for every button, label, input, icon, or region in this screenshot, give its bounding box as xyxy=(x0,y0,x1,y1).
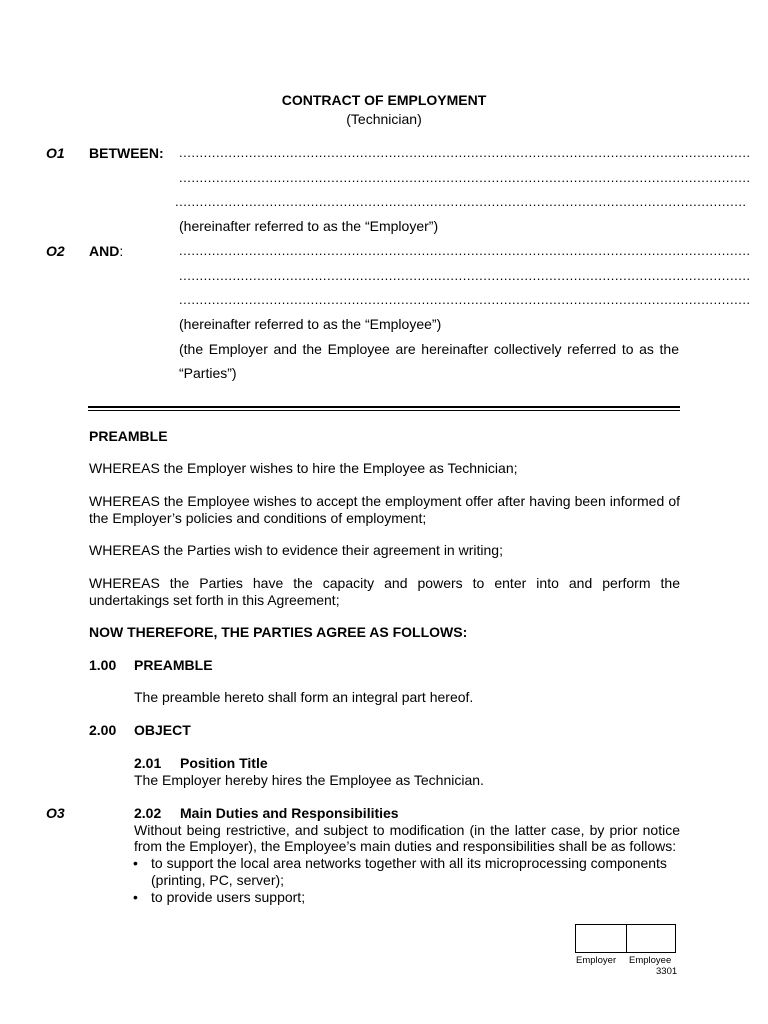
section-divider-thick xyxy=(88,406,680,408)
employer-reference: (hereinafter referred to as the “Employer”) xyxy=(179,218,439,234)
and-label xyxy=(89,243,123,259)
section-2-02-text-line-2: from the Employer), the Employee’s main duties and responsibilities shall be as follows: xyxy=(134,838,677,854)
and-label-colon: : xyxy=(119,243,124,259)
section-1-text: The preamble hereto shall form an integral part hereof. xyxy=(134,689,474,705)
employee-name-line-1[interactable]: ........................................................................................................................................... xyxy=(179,243,751,258)
duty-item-2: to provide users support; xyxy=(151,889,306,905)
employer-name-line-2[interactable]: ........................................................................................................................................... xyxy=(179,170,751,185)
section-2-title: OBJECT xyxy=(134,722,191,738)
document-code: 3301 xyxy=(656,966,678,977)
initials-box[interactable] xyxy=(575,924,676,953)
option-marker-o3: O3 xyxy=(46,805,65,821)
and-label-text: AND xyxy=(89,243,120,259)
section-1-number: 1.00 xyxy=(89,657,117,673)
agreement-heading: NOW THEREFORE, THE PARTIES AGREE AS FOLLOWS: xyxy=(89,624,468,640)
employee-name-line-3[interactable]: ........................................................................................................................................... xyxy=(179,292,751,307)
whereas-clause-4: WHEREAS the Parties have the capacity and powers to enter into and perform the undertakings set forth in this Agreement; xyxy=(89,575,680,608)
whereas-clause-1: WHEREAS the Employer wishes to hire the Employee as Technician; xyxy=(89,460,518,476)
between-label: BETWEEN: xyxy=(89,145,164,161)
preamble-heading: PREAMBLE xyxy=(89,428,168,444)
bullet-marker-1: • xyxy=(133,855,138,871)
employee-name-line-2[interactable]: ........................................................................................................................................... xyxy=(179,268,751,283)
employer-name-line-3[interactable]: ........................................................................................................................................... xyxy=(175,194,747,209)
employer-initials-label: Employer xyxy=(576,955,617,966)
option-marker-o2: O2 xyxy=(46,243,65,259)
section-2-02-number: 2.02 xyxy=(134,805,162,821)
employee-reference: (hereinafter referred to as the “Employee”) xyxy=(179,316,442,332)
section-2-02-text-line-1: Without being restrictive, and subject to modification (in the latter case, by prior notice xyxy=(134,822,680,838)
option-marker-o1: O1 xyxy=(46,145,65,161)
duty-item-1-line-2: (printing, PC, server); xyxy=(151,872,285,888)
employer-name-line-1[interactable]: ........................................................................................................................................... xyxy=(179,145,751,160)
initials-box-divider xyxy=(626,925,627,952)
document-title: CONTRACT OF EMPLOYMENT xyxy=(281,92,487,108)
section-2-02-title: Main Duties and Responsibilities xyxy=(180,805,399,821)
section-divider-thin xyxy=(88,410,680,411)
employee-initials-label: Employee xyxy=(629,955,672,966)
document-subtitle: (Technician) xyxy=(346,111,422,127)
section-2-01-title: Position Title xyxy=(180,755,268,771)
section-1-title: PREAMBLE xyxy=(134,657,213,673)
whereas-clause-2: WHEREAS the Employee wishes to accept the employment offer after having been informed of the Employer’s policies and conditions of employment; xyxy=(89,493,680,526)
parties-reference-line-2: “Parties”) xyxy=(179,365,237,381)
parties-reference-line-1: (the Employer and the Employee are hereinafter collectively referred to as the xyxy=(179,341,679,357)
section-2-number: 2.00 xyxy=(89,722,117,738)
section-2-01-number: 2.01 xyxy=(134,755,162,771)
section-2-01-text: The Employer hereby hires the Employee as Technician. xyxy=(134,772,484,788)
bullet-marker-2: • xyxy=(133,889,138,905)
duty-item-1-line-1: to support the local area networks together with all its microprocessing components xyxy=(151,855,667,871)
whereas-clause-3: WHEREAS the Parties wish to evidence their agreement in writing; xyxy=(89,542,503,558)
